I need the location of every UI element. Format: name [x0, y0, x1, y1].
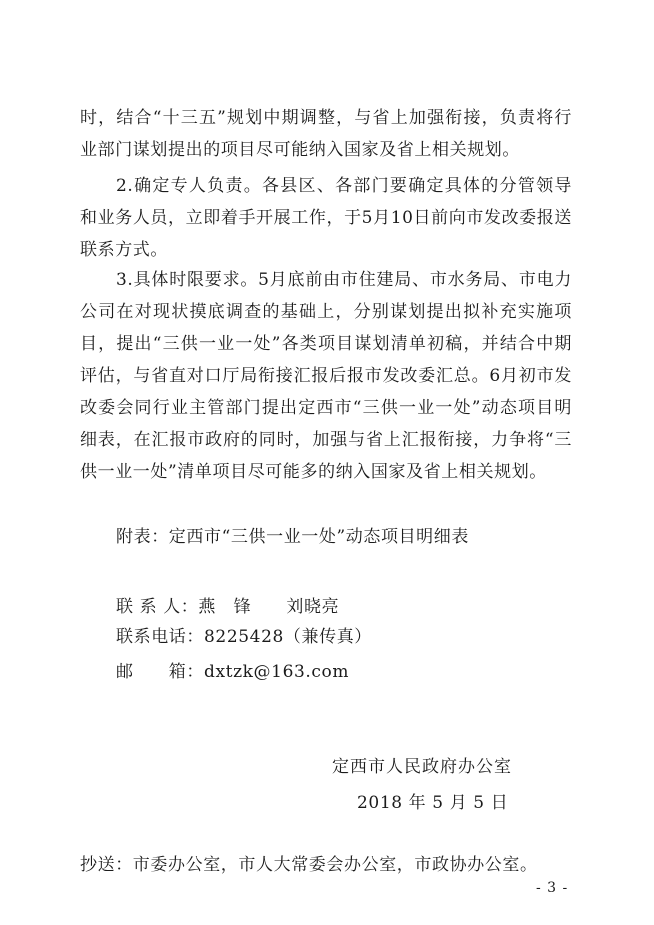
issue-date: 2018 年 5 月 5 日: [357, 793, 509, 813]
contact-phone-line: [116, 622, 372, 647]
attachment-note: 附表：定西市“三供一业一处”动态项目明细表: [116, 527, 469, 547]
contact-person-line: [116, 592, 339, 617]
cc-line: 抄送：市委办公室，市人大常委会办公室，市政协办公室。: [80, 855, 538, 875]
contact-email-value: dxtzk@163.com: [204, 662, 350, 682]
paragraph-timeline: 3.具体时限要求。5月底前由市住建局、市水务局、市电力公司在对现状摸底调查的基础上，分别谋划提出拟补充实施项目，提出“三供一业一处”各类项目谋划清单初稿，并结合中期评估，与省直对口厅局衔接汇报后报市发改委汇总。6月初市发改委会同行业主管部门提出定西市“三供一业一处”动态项目明细表，在汇报市政府的同时，加强与省上汇报衔接，力争将“三供一业一处”清单项目尽可能多的纳入国家及省上相关规划。: [80, 270, 572, 482]
contact-person-label: 联 系 人：: [116, 597, 199, 617]
paragraph-continuation: 时，结合“十三五”规划中期调整，与省上加强衔接，负责将行业部门谋划提出的项目尽可能纳入国家及省上相关规划。: [80, 108, 572, 160]
contact-email-line: [116, 657, 349, 682]
contact-phone-value: 8225428（兼传真）: [204, 627, 372, 647]
contact-phone-label: 联系电话：: [116, 627, 204, 647]
page-number: - 3 -: [536, 880, 569, 896]
issuer-name: 定西市人民政府办公室: [332, 757, 512, 777]
paragraph-assign-staff: 2.确定专人负责。各县区、各部门要确定具体的分管领导和业务人员，立即着手开展工作，于5月10日前向市发改委报送联系方式。: [80, 176, 572, 260]
contact-email-label: 邮 箱：: [116, 662, 204, 682]
contact-person-names: 燕 锋 刘晓亮: [198, 597, 340, 617]
